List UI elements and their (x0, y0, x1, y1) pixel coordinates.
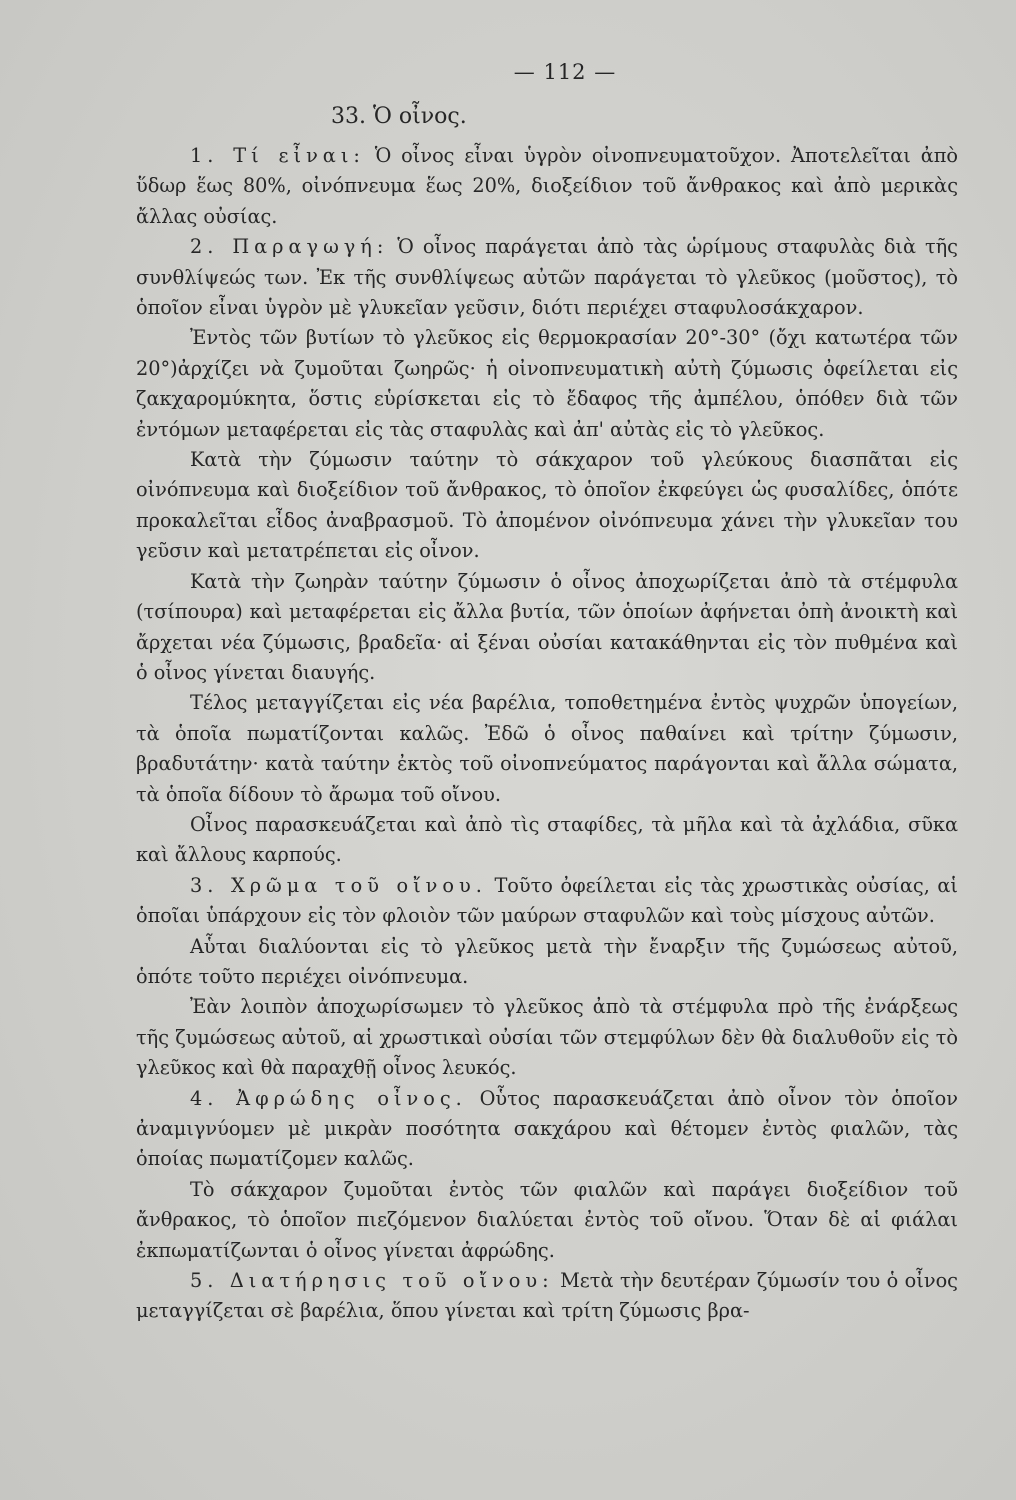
paragraph-text: Τὸ σάκχαρον ζυμοῦται ἐντὸς τῶν φιαλῶν καὶ παράγει διοξείδιον τοῦ ἄνθρακος, τὸ ὁποῖον πιεζόμενον διαλύεται ἐντὸς τοῦ οἴνου. Ὅταν δὲ αἱ φιάλαι ἐκπωματίζωνται ὁ οἶνος γίνεται ἀφρώδης. (136, 1177, 958, 1262)
paragraph (136, 688, 958, 810)
paragraph (136, 323, 958, 445)
paragraph (136, 1266, 958, 1327)
paragraph (136, 810, 958, 871)
paragraph (136, 567, 958, 689)
section-heading: 5. Διατήρησις τοῦ οἴνου: (190, 1269, 554, 1293)
paragraph-text: Μετὰ τὴν δευτέραν ζύμωσίν του ὁ οἶνος μεταγγίζεται σὲ βαρέλια, ὅπου γίνεται καὶ τρίτη ζύμωσις βρα- (136, 1269, 958, 1323)
section-heading: 1. Τί εἶναι: (190, 144, 365, 167)
paragraph (136, 445, 958, 567)
paragraph (136, 141, 958, 232)
paragraph-text: Οὗτος παρασκευάζεται ἀπὸ οἶνον τὸν ὁποῖον ἀναμιγνύομεν μὲ μικρὰν ποσότητα σακχάρου καὶ θέτομεν ἐντὸς φιαλῶν, τὰς ὁποίας πωματίζομεν καλῶς. (136, 1086, 958, 1171)
paragraph (136, 932, 958, 993)
paragraph-text: Ὁ οἶνος εἶναι ὑγρὸν οἰνοπνευματοῦχον. Ἀποτελεῖται ἀπὸ ὕδωρ ἕως 80%, οἰνόπνευμα ἕως 20%, διοξείδιον τοῦ ἄνθρακος καὶ ἀπὸ μερικὰς ἄλλας οὐσίας. (136, 144, 959, 228)
paragraph (136, 871, 958, 932)
paragraph (136, 992, 958, 1083)
page-number: — 112 — (513, 60, 617, 84)
paragraph-text: Κατὰ τὴν ζύμωσιν ταύτην τὸ σάκχαρον τοῦ γλεύκους διασπᾶται εἰς οἰνόπνευμα καὶ διοξείδιον τοῦ ἄνθρακος, τὸ ὁποῖον ἐκφεύγει ὡς φυσαλίδες, ὁπότε προκαλεῖται εἶδος ἀναβρασμοῦ. Τὸ ἀπομένον οἰνόπνευμα χάνει τὴν γλυκεῖαν του γεῦσιν καὶ μετατρέπεται εἰς οἶνον. (136, 448, 958, 563)
body-text (136, 141, 958, 1327)
paragraph-text: Ἐντὸς τῶν βυτίων τὸ γλεῦκος εἰς θερμοκρασίαν 20°-30° (ὄχι κατωτέρα τῶν 20°)ἀρχίζει νὰ ζυμοῦται ζωηρῶς· ἡ οἰνοπνευματικὴ αὐτὴ ζύμωσις ὀφείλεται εἰς ζακχαρομύκητα, ὅστις εὑρίσκεται εἰς τὸ ἔδαφος τῆς ἀμπέλου, ὁπόθεν διὰ τῶν ἐντόμων μεταφέρεται εἰς τὰς σταφυλὰς καὶ ἀπ' αὐτὰς εἰς τὸ γλεῦκος. (136, 326, 958, 441)
section-heading: 3. Χρῶμα τοῦ οἴνου. (190, 873, 487, 897)
section-heading: 2. Παραγωγή: (190, 235, 389, 259)
paragraph-text: Ἐὰν λοιπὸν ἀποχωρίσωμεν τὸ γλεῦκος ἀπὸ τὰ στέμφυλα πρὸ τῆς ἐνάρξεως τῆς ζυμώσεως αὐτοῦ, αἱ χρωστικαὶ οὐσίαι τῶν στεμφύλων δὲν θὰ διαλυθοῦν εἰς τὸ γλεῦκος καὶ θὰ παραχθῇ οἶνος λευκός. (136, 995, 958, 1080)
paragraph (136, 1175, 958, 1266)
section-heading: 4. Ἀφρώδης οἶνος. (190, 1086, 467, 1110)
paragraph (136, 1084, 958, 1175)
paragraph-text: Τοῦτο ὀφείλεται εἰς τὰς χρωστικὰς οὐσίας, αἱ ὁποῖαι ὑπάρχουν εἰς τὸν φλοιὸν τῶν μαύρων σταφυλῶν καὶ τοὺς μίσχους αὐτῶν. (136, 873, 958, 928)
paragraph (136, 232, 958, 323)
paragraph-text: Κατὰ τὴν ζωηρὰν ταύτην ζύμωσιν ὁ οἶνος ἀποχωρίζεται ἀπὸ τὰ στέμφυλα (τσίπουρα) καὶ μεταφέρεται εἰς ἄλλα βυτία, τῶν ὁποίων ἀφήνεται ὀπὴ ἀνοικτὴ καὶ ἄρχεται νέα ζύμωσις, βραδεῖα· αἱ ξέναι οὐσίαι κατακάθηνται εἰς τὸν πυθμένα καὶ ὁ οἶνος γίνεται διαυγής. (136, 569, 958, 684)
paragraph-text: Αὗται διαλύονται εἰς τὸ γλεῦκος μετὰ τὴν ἔναρξιν τῆς ζυμώσεως αὐτοῦ, ὁπότε τοῦτο περιέχει οἰνόπνευμα. (136, 934, 958, 988)
paragraph-text: Οἶνος παρασκευάζεται καὶ ἀπὸ τὶς σταφίδες, τὰ μῆλα καὶ τὰ ἀχλάδια, σῦκα καὶ ἄλλους καρπούς. (136, 812, 958, 867)
chapter-title: 33. Ὁ οἶνος. (331, 104, 467, 129)
paragraph-text: Ὁ οἶνος παράγεται ἀπὸ τὰς ὡρίμους σταφυλὰς διὰ τῆς συνθλίψεώς των. Ἐκ τῆς συνθλίψεως αὐτῶν παράγεται τὸ γλεῦκος (μοῦστος), τὸ ὁποῖον εἶναι ὑγρὸν μὲ γλυκεῖαν γεῦσιν, διότι περιέχει σταφυλοσάκχαρον. (136, 235, 958, 320)
paragraph-text: Τέλος μεταγγίζεται εἰς νέα βαρέλια, τοποθετημένα ἐντὸς ψυχρῶν ὑπογείων, τὰ ὁποῖα πωματίζονται καλῶς. Ἐδῶ ὁ οἶνος παθαίνει καὶ τρίτην ζύμωσιν, βραδυτάτην· κατὰ ταύτην ἐκτὸς τοῦ οἰνοπνεύματος παράγονται καὶ ἄλλα σώματα, τὰ ὁποῖα δίδουν τὸ ἄρωμα τοῦ οἴνου. (136, 691, 958, 806)
